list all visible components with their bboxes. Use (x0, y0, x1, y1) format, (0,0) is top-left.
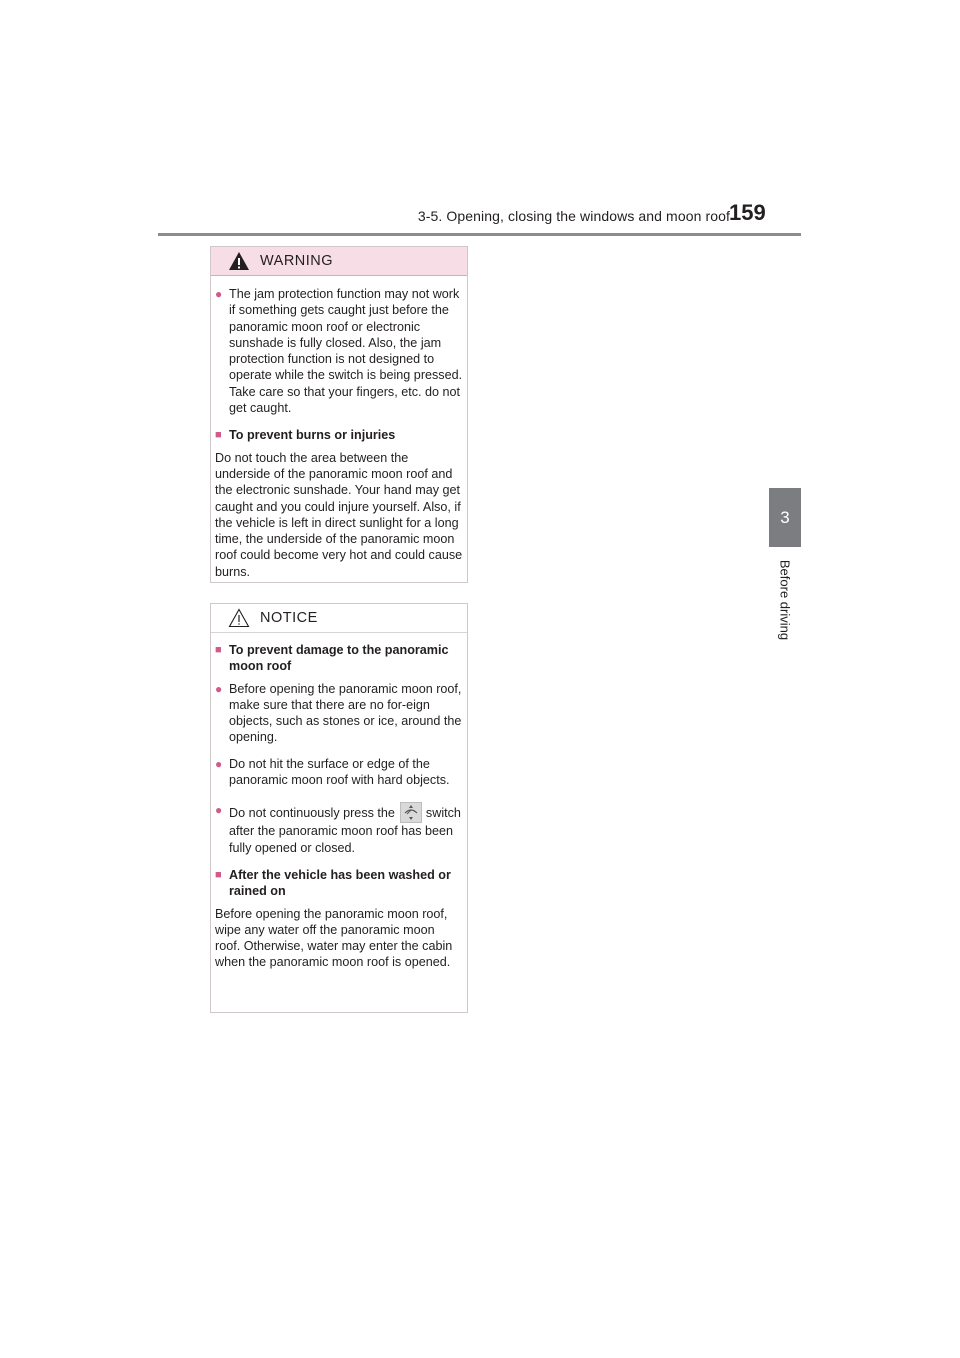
list-item (215, 681, 463, 746)
notice-title: NOTICE (260, 610, 318, 626)
header-section-title: 3-5. Opening, closing the windows and moon roof (417, 208, 730, 224)
chapter-label: Before driving (777, 559, 793, 641)
warning-header (211, 247, 467, 276)
notice-bullet-text: Before opening the panoramic moon roof, make sure that there are no for-eign objects, such as stones or ice, around the opening. (229, 681, 462, 745)
circle-bullet-icon: ● (215, 287, 223, 301)
section-heading (215, 427, 463, 443)
page-number: 159 (729, 200, 766, 225)
square-bullet-icon: ■ (215, 868, 222, 881)
notice-heading-text: After the vehicle has been washed or rained on (229, 867, 451, 899)
warning-body (211, 276, 467, 580)
notice-box (210, 603, 468, 1013)
notice-bullet-text-before: Do not continuously press the (229, 806, 395, 821)
list-item (215, 286, 463, 416)
circle-bullet-icon: ● (215, 756, 223, 771)
warning-bullet-text: The jam protection function may not work if something gets caught just before the panoramic moon roof or electronic sunshade is fully closed. Also, the jam protection function is not designed to operate while the switch is being pressed. Take care so that your fingers, etc. do not get caught. (229, 287, 463, 416)
list-item (215, 802, 463, 856)
moon-roof-switch-icon (400, 802, 422, 823)
notice-heading-text: To prevent damage to the panoramic moon roof (229, 643, 449, 674)
warning-paragraph: Do not touch the area between the underside of the panoramic moon roof and the electronic sunshade. Your hand may get caught and you could injure yourself. Also, if the vehicle is left in direct sunlight for a long time, the underside of the panoramic moon roof could become very hot and could cause burns. (215, 450, 463, 579)
chapter-tab (769, 488, 801, 547)
square-bullet-icon: ■ (215, 644, 222, 656)
chapter-number: 3 (780, 507, 790, 527)
warning-title: WARNING (260, 253, 334, 269)
section-heading (215, 642, 463, 675)
header-rule (158, 233, 801, 236)
notice-bullet-text: Do not hit the surface or edge of the panoramic moon roof with hard objects. (229, 756, 450, 788)
notice-paragraph: Before opening the panoramic moon roof, wipe any water off the panoramic moon roof. Otherwise, water may enter the cabin when the panoramic moon roof is opened. (215, 906, 453, 970)
notice-body (211, 633, 467, 971)
warning-triangle-icon (228, 251, 250, 271)
square-bullet-icon: ■ (215, 429, 222, 442)
notice-bullet-text (229, 802, 463, 856)
circle-bullet-icon: ● (215, 681, 223, 696)
warning-box (210, 246, 468, 583)
list-item (215, 756, 463, 789)
warning-heading-text: To prevent burns or injuries (229, 428, 396, 443)
notice-header (211, 604, 467, 633)
circle-bullet-icon: ● (215, 803, 223, 818)
section-heading (215, 867, 463, 900)
notice-bullet-text-after: switch after the panoramic moon roof has been fully opened or closed. (229, 806, 461, 855)
notice-triangle-icon (228, 608, 250, 628)
